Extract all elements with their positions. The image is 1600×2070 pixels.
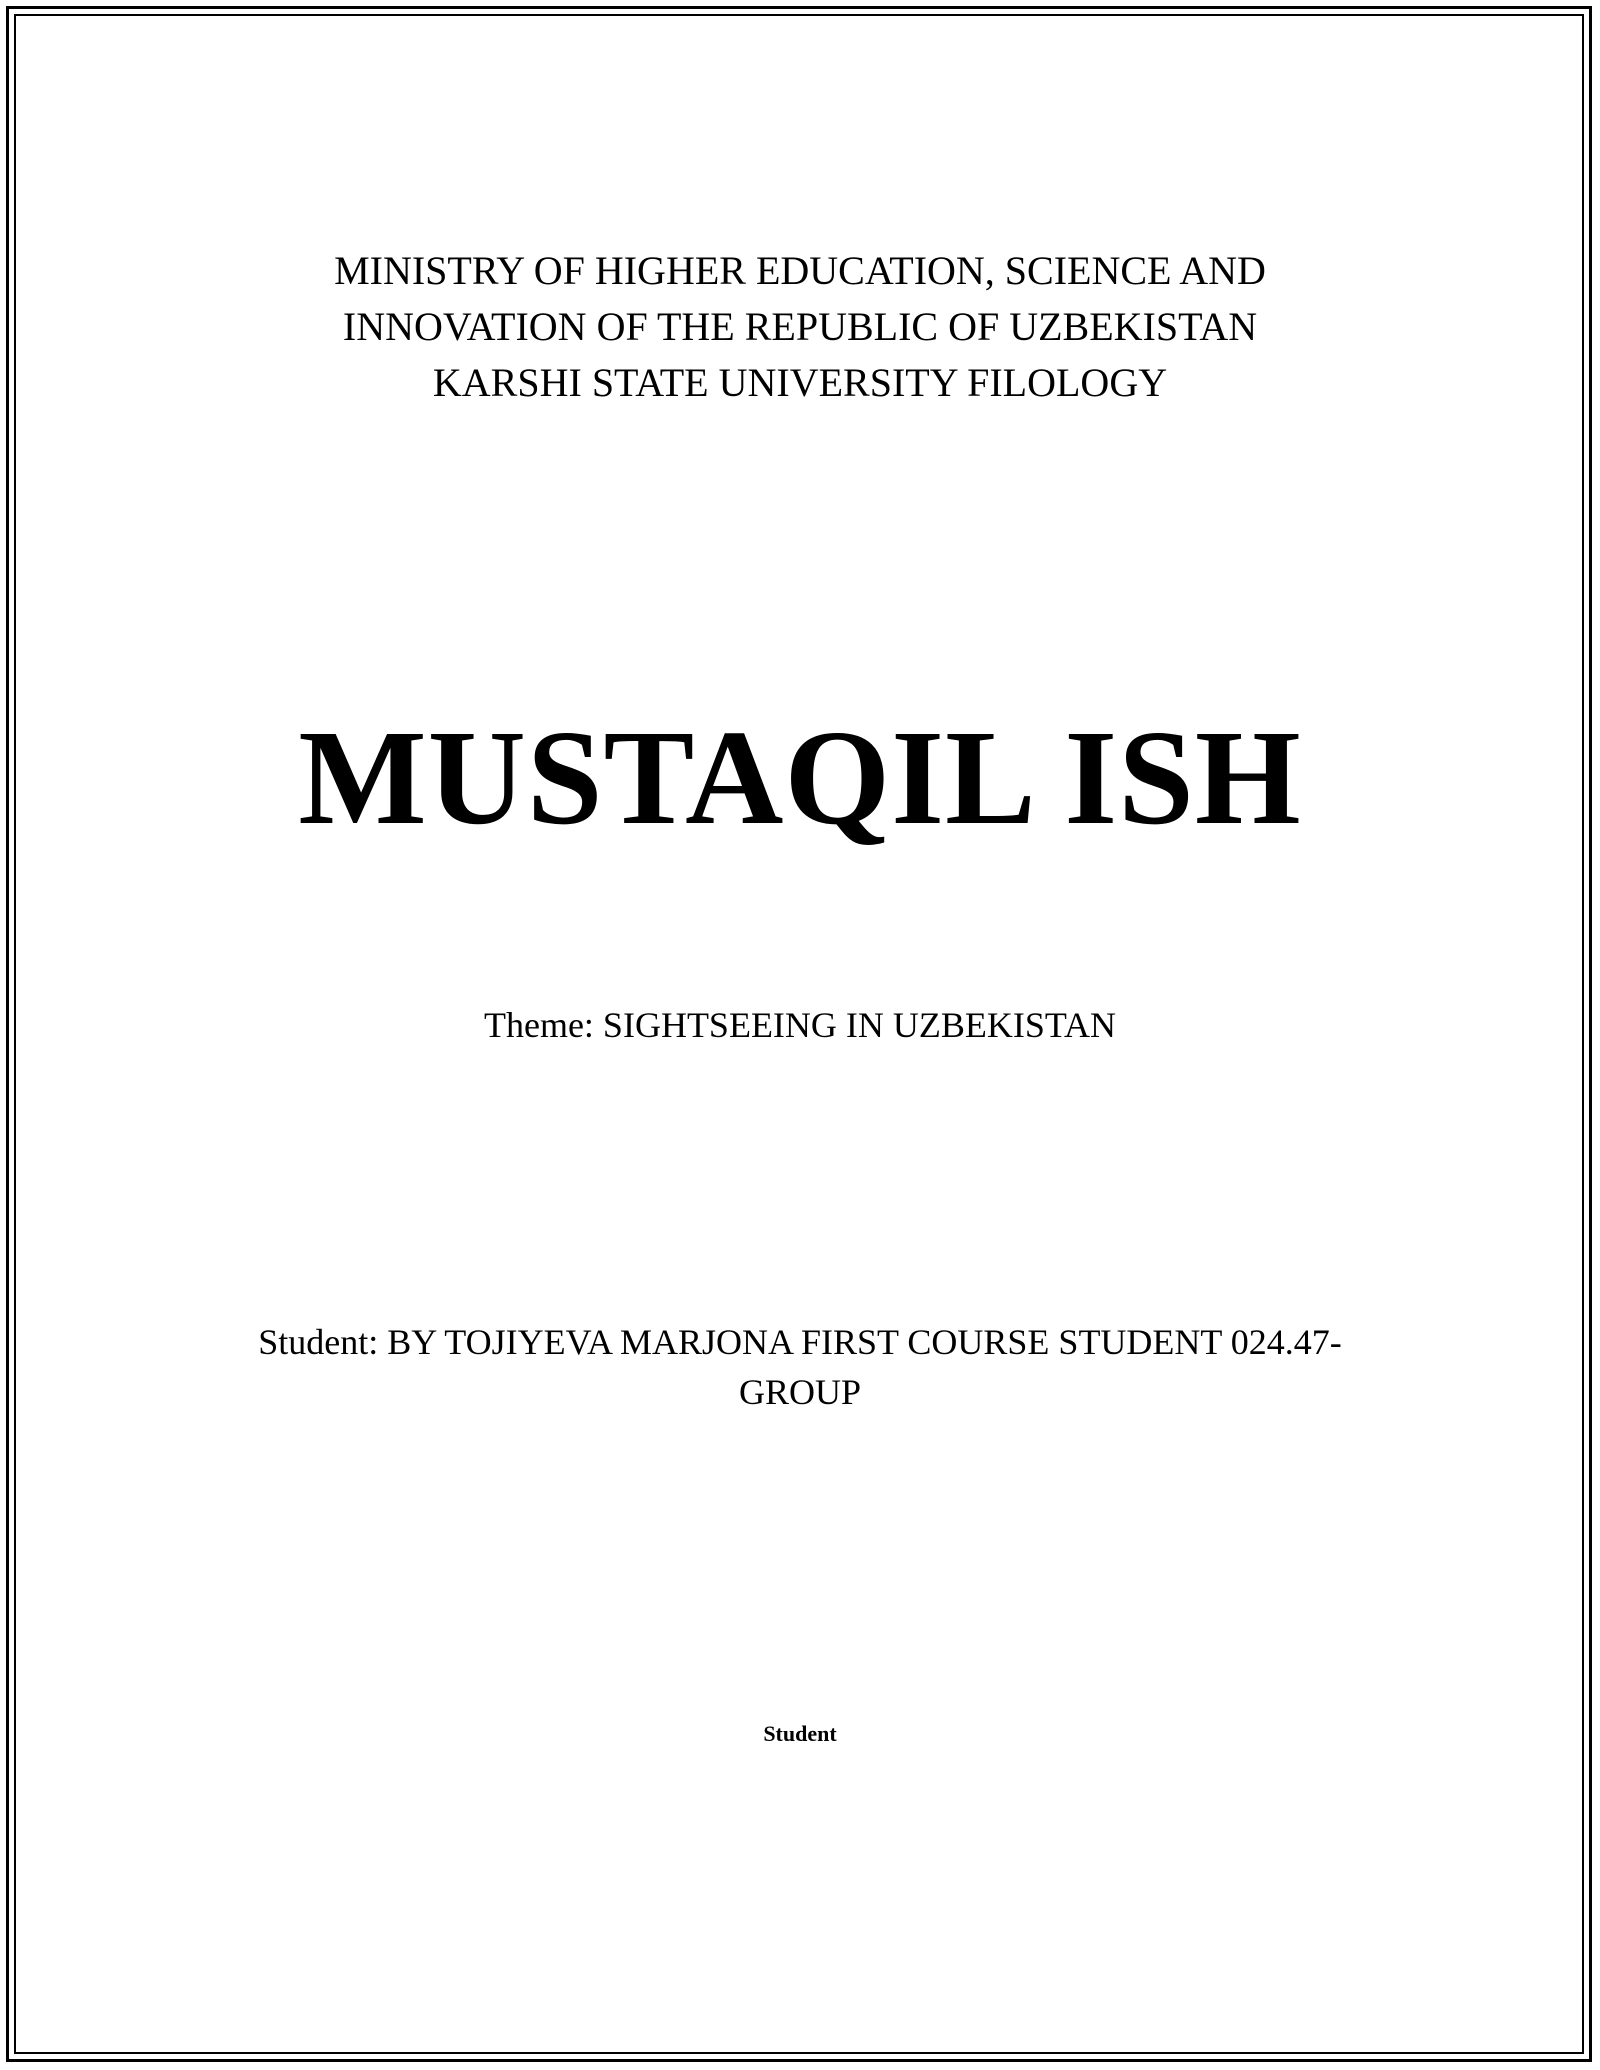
institution-header bbox=[0, 243, 1600, 411]
header-line-2: INNOVATION OF THE REPUBLIC OF UZBEKISTAN bbox=[342, 304, 1258, 349]
theme-line: Theme: SIGHTSEEING IN UZBEKISTAN bbox=[483, 1005, 1117, 1045]
footer-student-label: Student bbox=[763, 1721, 837, 1746]
header-line-3: KARSHI STATE UNIVERSITY FILOLOGY bbox=[432, 360, 1168, 405]
student-info bbox=[0, 1317, 1600, 1417]
student-info-line-2: GROUP bbox=[738, 1372, 862, 1412]
student-info-line-1: Student: BY TOJIYEVA MARJONA FIRST COURSE STUDENT 024.47- bbox=[258, 1322, 1342, 1362]
document-title: MUSTAQIL ISH bbox=[298, 703, 1302, 853]
header-line-1: MINISTRY OF HIGHER EDUCATION, SCIENCE AND bbox=[334, 248, 1266, 293]
